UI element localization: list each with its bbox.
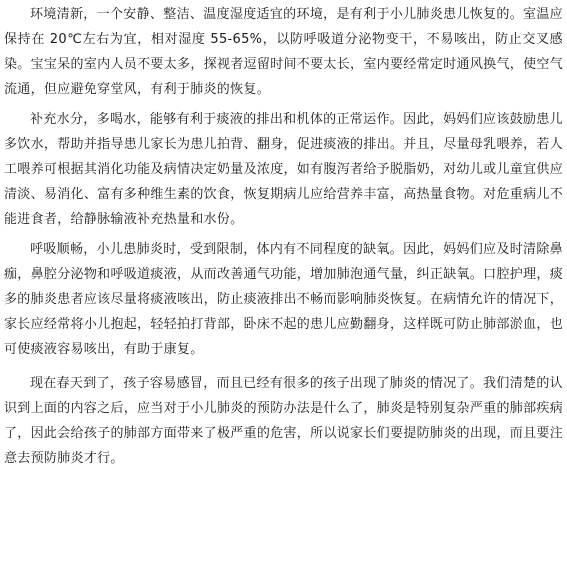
paragraph-conclusion: 现在春天到了，孩子容易感冒，而且已经有很多的孩子出现了肺炎的情况了。我们清楚的认识到上面的内容之后，应当对于小儿肺炎的预防办法是什么了，肺炎是特别复杂严重的肺部疾病了，因此会给孩子的肺部方面带来了极严重的危害，所以说家长们要提防肺炎的出现，而且要注意去预防肺炎才行。 <box>4 376 563 466</box>
paragraph-breathing: 呼吸顺畅，小儿患肺炎时，受到限制，体内有不同程度的缺氧。因此，妈妈们应及时清除鼻痂，鼻腔分泌物和呼吸道痰液，从而改善通气功能，增加肺泡通气量，纠正缺氧。口腔护理，痰多的肺炎患者应该尽量将痰液咳出，防止痰液排出不畅而影响肺炎恢复。在病情允许的情况下，家长应经常将小儿抱起，轻轻拍打背部，卧床不起的患儿应勤翻身，这样既可防止肺部淤血，也可使痰液容易咳出，有助于康复。 <box>4 242 563 357</box>
paragraph-hydration: 补充水分，多喝水，能够有利于痰液的排出和机体的正常运作。因此，妈妈们应该鼓励患儿多饮水，帮助并指导患儿家长为患儿拍背、翻身，促进痰液的排出。并且，尽量母乳喂养，若人工喂养可根据其消化功能及病情决定奶量及浓度，如有腹泻者给予脱脂奶，对幼儿或儿童宜供应清淡、易消化、富有多种维生素的饮食，恢复期病儿应给营养丰富，高热量食物。对危重病儿不能进食者，给静脉输液补充热量和水份。 <box>4 112 563 227</box>
paragraph-environment: 环境清新，一个安静、整洁、温度湿度适宜的环境，是有利于小儿肺炎患儿恢复的。室温应保持在 20℃左右为宜，相对湿度 55-65%，以防呼吸道分泌物变干，不易咳出，防止交叉感染。宝宝呆的室内人员不要太多，探视者逗留时间不要太长，室内要经常定时通风换气，使空气流通，但应避免穿堂风，有利于肺炎的恢复。 <box>4 7 563 97</box>
